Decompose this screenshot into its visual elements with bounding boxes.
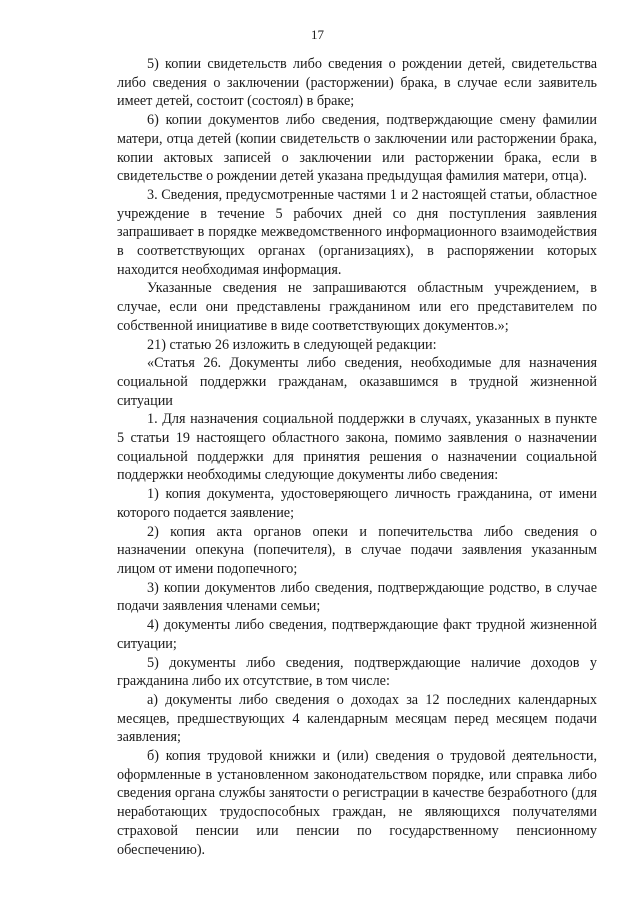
- list-subitem-b-employment-record: б) копия трудовой книжки и (или) сведения о трудовой деятельности, оформленные в установленном законодательством порядке, или справка либо сведения органа службы занятости о регистрации в качестве безработного (для неработающих трудоспособных граждан, не являющихся получателями страховой пенсии или пенсии по государственному пенсионному обеспечению).: [117, 748, 597, 858]
- paragraph-item-6-surname-change: 6) копии документов либо сведения, подтверждающие смену фамилии матери, отца детей (копии свидетельств о заключении или расторжении брака, копии актовых записей о заключении или расторжении брака, если в свидетельстве о рождении детей указана предыдущая фамилия матери, отца).: [117, 112, 597, 185]
- page-number: 17: [311, 27, 324, 42]
- document-body: [117, 55, 597, 859]
- list-item-4-hardship-documents: 4) документы либо сведения, подтверждающие факт трудной жизненной ситуации;: [117, 617, 597, 652]
- list-item-3-kinship-documents: 3) копии документов либо сведения, подтверждающие родство, в случае подачи заявления членами семьи;: [117, 579, 597, 615]
- list-item-2-guardianship-act: 2) копия акта органов опеки и попечительства либо сведения о назначении опекуна (попечителя), в случае подачи заявления указанным лицом от имени подопечного;: [117, 523, 597, 577]
- paragraph-part-3-interagency-request: 3. Сведения, предусмотренные частями 1 и 2 настоящей статьи, областное учреждение в течение 5 рабочих дней со дня поступления заявления запрашивает в порядке межведомственного информационного взаимодействия в соответствующих органах (организациях), в распоряжении которых находится необходимая информация.: [117, 186, 597, 278]
- list-item-5-income-documents: 5) документы либо сведения, подтверждающие наличие доходов у гражданина либо их отсутствие, в том числе:: [117, 654, 597, 690]
- paragraph-item-21-amendment: 21) статью 26 изложить в следующей редакции:: [147, 336, 437, 353]
- list-subitem-a-income-12-months: а) документы либо сведения о доходах за 12 последних календарных месяцев, предшествующих 4 календарным месяцам перед месяцем подачи заявления;: [117, 691, 597, 746]
- paragraph-article-26-heading: «Статья 26. Документы либо сведения, необходимые для назначения социальной поддержки гражданам, оказавшимся в трудной жизненной ситуации: [117, 355, 597, 409]
- paragraph-not-requested-note: Указанные сведения не запрашиваются областным учреждением, в случае, если они представлены гражданином или его представителем по собственной инициативе в виде соответствующих документов.»;: [117, 280, 597, 334]
- paragraph-item-5-birth-certificates: 5) копии свидетельств либо сведения о рождении детей, свидетельства либо сведения о заключении (расторжении) брака, в случае если заявитель имеет детей, состоит (состоял) в браке;: [117, 56, 597, 110]
- list-item-1-identity-document: 1) копия документа, удостоверяющего личность гражданина, от имени которого подается заявление;: [117, 486, 597, 521]
- paragraph-part-1-required-documents: 1. Для назначения социальной поддержки в случаях, указанных в пункте 5 статьи 19 настоящего областного закона, помимо заявления о назначении социальной поддержки для принятия решения о назначении социальной поддержки необходимы следующие документы либо сведения:: [117, 411, 597, 484]
